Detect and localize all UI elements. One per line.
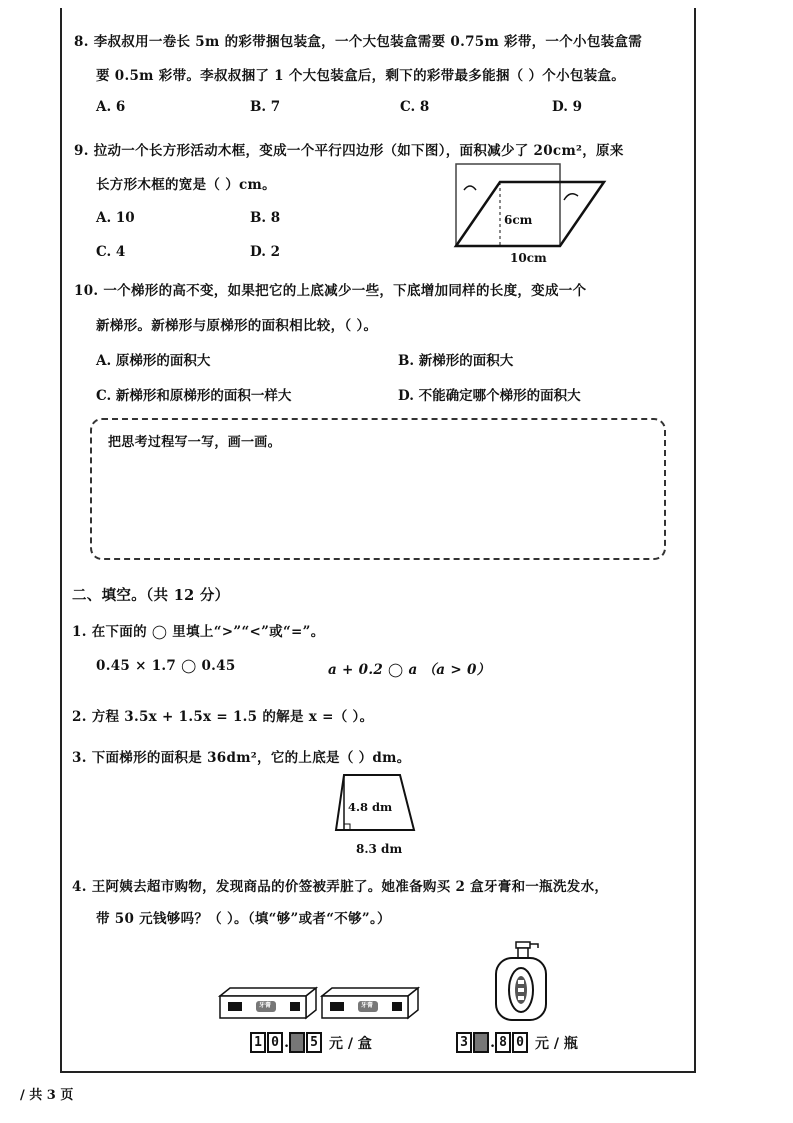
q8-option-b[interactable]: B. 7 (250, 99, 281, 115)
q8-option-a[interactable]: A. 6 (96, 99, 126, 115)
section2-title: 二、填空。（共 12 分） (72, 587, 230, 604)
q9-option-b[interactable]: B. 8 (250, 210, 281, 226)
thinking-box-prompt: 把思考过程写一写，画一画。 (108, 435, 281, 450)
toothpaste-price-tag (250, 1032, 372, 1053)
fill2-text: 2. 方程 3.5x + 1.5x = 1.5 的解是 x =（ ）。 (72, 709, 374, 725)
q8-option-d[interactable]: D. 9 (552, 99, 583, 115)
rotation-arc-left (464, 186, 476, 190)
shampoo-bottle-illustration (492, 934, 552, 1022)
shampoo-price-smudged-digit: ■ (473, 1032, 489, 1053)
q10-text-line2: 新梯形。新梯形与原梯形的面积相比较，（ ）。 (96, 318, 378, 334)
page-footer: / 共 3 页 (20, 1088, 74, 1103)
toothpaste-boxes-illustration (218, 986, 418, 1022)
q9-text-line1: 9. 拉动一个长方形活动木框，变成一个平行四边形（如下图），面积减少了 20cm²，原来 (74, 143, 624, 159)
q9-option-d[interactable]: D. 2 (250, 244, 281, 260)
parallelogram-base-label: 10cm (510, 251, 547, 265)
toothpaste-price-smudged-digit: ■ (289, 1032, 305, 1053)
shampoo-price-digit-3: 8 (495, 1032, 511, 1053)
fill1-expression-2: a + 0.2 ◯ a （a > 0） (328, 662, 491, 678)
q9-option-a[interactable]: A. 10 (96, 210, 135, 226)
shampoo-price-dot: . (490, 1034, 495, 1051)
q10-option-a[interactable]: A. 原梯形的面积大 (96, 353, 211, 369)
toothpaste-price-digit-2: 0 (267, 1032, 283, 1053)
fill4-text-line1: 4. 王阿姨去超市购物，发现商品的价签被弄脏了。她准备购买 2 盒牙膏和一瓶洗发水， (72, 879, 609, 895)
toothpaste-label-2: 牙膏 (361, 1002, 374, 1009)
q10-option-c[interactable]: C. 新梯形和原梯形的面积一样大 (96, 388, 292, 404)
rotation-arc-right (564, 194, 578, 200)
trapezoid-height-label: 4.8 dm (348, 800, 393, 814)
shampoo-price-digit-1: 3 (456, 1032, 472, 1053)
q9-option-c[interactable]: C. 4 (96, 244, 126, 260)
toothpaste-price-digit-4: 5 (306, 1032, 322, 1053)
shampoo-price-tag (456, 1032, 578, 1053)
fill1-text: 1. 在下面的 ◯ 里填上“>”“<”或“=”。 (72, 624, 325, 640)
toothpaste-price-dot: . (284, 1034, 289, 1051)
toothpaste-price-unit: 元 / 盒 (329, 1035, 372, 1052)
toothpaste-label-1: 牙膏 (259, 1002, 272, 1009)
fill4-text-line2: 带 50 元钱够吗？（ ）。（填“够”或者“不够”。） (96, 911, 391, 927)
q9-text-line2: 长方形木框的宽是（ ）cm。 (96, 177, 276, 193)
trapezoid-base-label: 8.3 dm (356, 842, 403, 856)
q10-option-d[interactable]: D. 不能确定哪个梯形的面积大 (398, 388, 581, 404)
q8-text-line1: 8. 李叔叔用一卷长 5m 的彩带捆包装盒，一个大包装盒需要 0.75m 彩带，一个小包装盒需 (74, 34, 643, 50)
original-rectangle (456, 164, 560, 246)
toothpaste-price-digit-1: 1 (250, 1032, 266, 1053)
q8-text-line2: 要 0.5m 彩带。李叔叔捆了 1 个大包装盒后，剩下的彩带最多能捆（ ）个小包装盒。 (96, 68, 626, 84)
shampoo-price-digit-4: 0 (512, 1032, 528, 1053)
shampoo-price-unit: 元 / 瓶 (535, 1035, 578, 1052)
q10-text-line1: 10. 一个梯形的高不变，如果把它的上底减少一些，下底增加同样的长度，变成一个 (74, 283, 587, 299)
fill1-expression-1: 0.45 × 1.7 ◯ 0.45 (96, 658, 236, 674)
fill3-text: 3. 下面梯形的面积是 36dm²，它的上底是（ ）dm。 (72, 750, 411, 766)
parallelogram-height-label: 6cm (504, 213, 533, 227)
q10-option-b[interactable]: B. 新梯形的面积大 (398, 353, 514, 369)
q8-option-c[interactable]: C. 8 (400, 99, 430, 115)
